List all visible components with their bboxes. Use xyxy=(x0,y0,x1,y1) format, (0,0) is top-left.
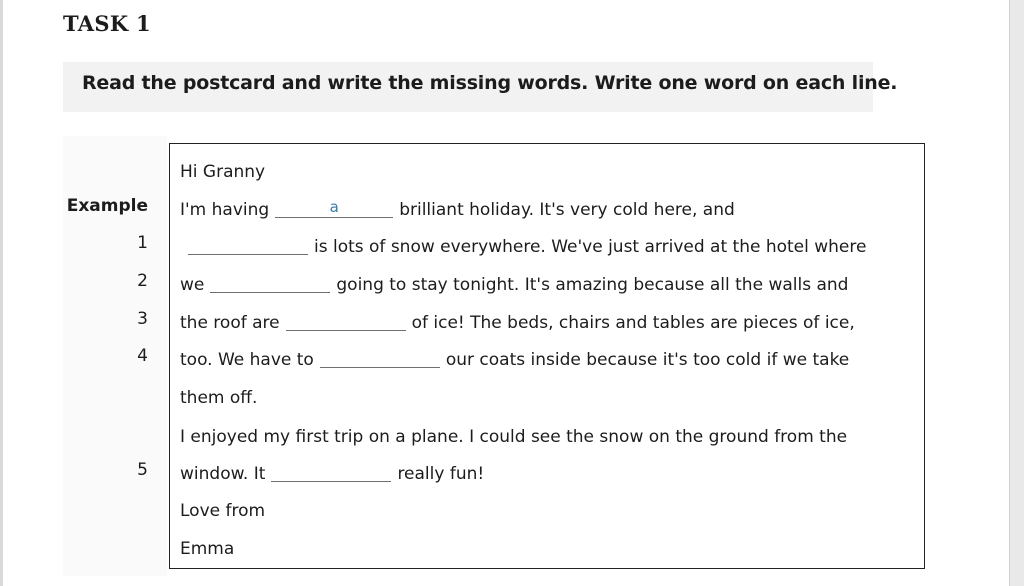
closing-text: Love from xyxy=(180,501,266,521)
postcard-signature xyxy=(180,535,234,559)
line-label-4: 4 xyxy=(137,346,148,366)
page-right-edge xyxy=(1009,0,1024,586)
line-before: window. It xyxy=(180,464,266,484)
answer-blank-5[interactable] xyxy=(271,463,391,482)
postcard-line-5 xyxy=(180,460,484,484)
instruction-text: Read the postcard and write the missing words. Write one word on each line. xyxy=(82,72,898,94)
postcard-line-4 xyxy=(180,346,849,370)
answer-blank-3[interactable] xyxy=(286,312,406,331)
postcard-line-continuation xyxy=(180,384,257,408)
answer-blank-1[interactable] xyxy=(188,236,308,255)
task-title: TASK 1 xyxy=(63,11,151,36)
line-before: too. We have to xyxy=(180,350,314,370)
line-label-example: Example xyxy=(66,196,148,216)
example-answer: a xyxy=(329,198,339,216)
postcard-line-3 xyxy=(180,309,855,333)
postcard-line-trip xyxy=(180,423,847,447)
page-left-edge xyxy=(0,0,3,586)
line-before: I'm having xyxy=(180,200,270,220)
line-after: of ice! The beds, chairs and tables are pieces of ice, xyxy=(411,313,855,333)
postcard-greeting xyxy=(180,158,265,182)
postcard-closing xyxy=(180,497,265,521)
line-label-1: 1 xyxy=(137,233,148,253)
postcard-line-2 xyxy=(180,271,848,295)
line-before: we xyxy=(180,275,205,295)
answer-blank-2[interactable] xyxy=(210,274,330,293)
line-after: is lots of snow everywhere. We've just arrived at the hotel where xyxy=(314,237,867,257)
trip-text: I enjoyed my first trip on a plane. I could see the snow on the ground from the xyxy=(180,427,848,447)
line-label-2: 2 xyxy=(137,271,148,291)
line-label-3: 3 xyxy=(137,309,148,329)
answer-blank-4[interactable] xyxy=(320,349,440,368)
line-after: really fun! xyxy=(397,464,485,484)
line-after: our coats inside because it's too cold if we take xyxy=(445,350,850,370)
continuation-text: them off. xyxy=(180,388,258,408)
greeting-text: Hi Granny xyxy=(180,162,266,182)
signature-text: Emma xyxy=(180,539,235,559)
line-before: the roof are xyxy=(180,313,280,333)
postcard-line-example xyxy=(180,196,735,220)
answer-blank-example xyxy=(275,199,393,218)
line-label-5: 5 xyxy=(137,460,148,480)
line-after: brilliant holiday. It's very cold here, and xyxy=(399,200,735,220)
line-after: going to stay tonight. It's amazing because all the walls and xyxy=(336,275,849,295)
postcard-line-1 xyxy=(180,233,866,257)
